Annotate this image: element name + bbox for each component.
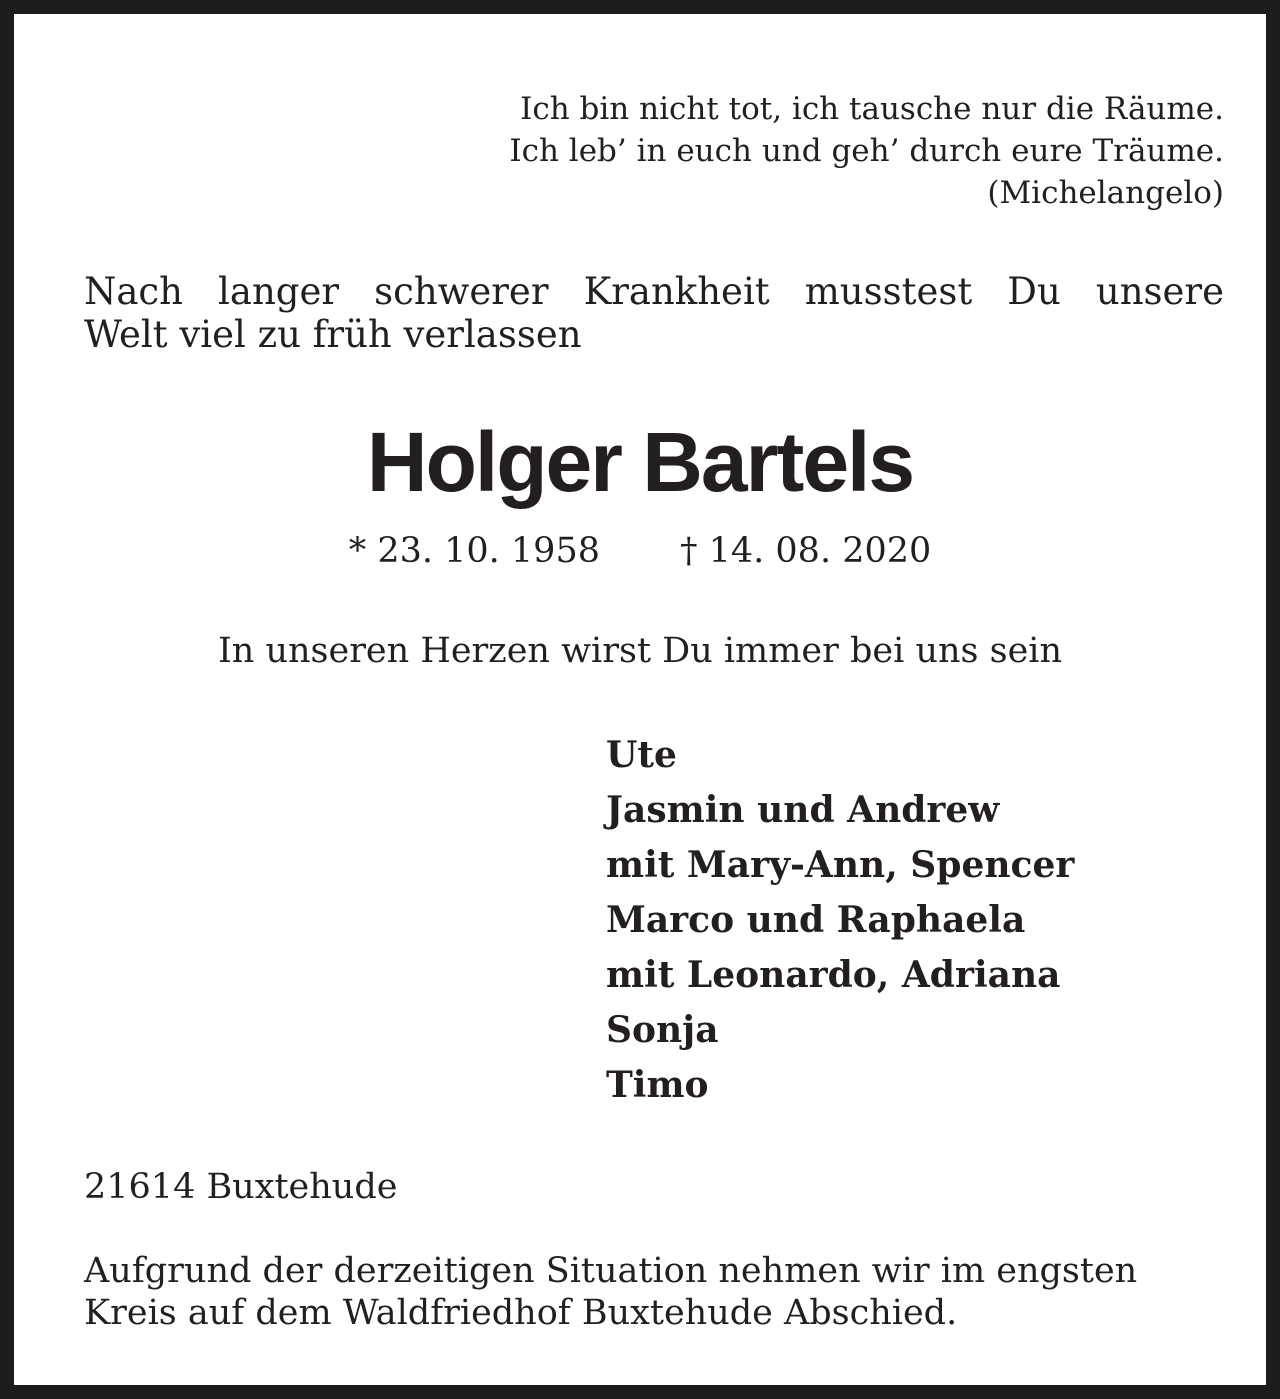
birth-date: * 23. 10. 1958: [348, 531, 600, 571]
place-line: 21614 Buxtehude: [84, 1167, 398, 1207]
intro-line: Nach langer schwerer Krankheit musstest Du unsere: [84, 270, 1224, 313]
family-member: Sonja: [606, 1009, 719, 1051]
funeral-note: [84, 1250, 1226, 1334]
note-line: Kreis auf dem Waldfriedhof Buxtehude Abschied.: [84, 1293, 958, 1333]
note-line: Aufgrund der derzeitigen Situation nehmen wir im engsten: [84, 1251, 1138, 1291]
quote-block: [314, 88, 1224, 214]
quote-author: (Michelangelo): [987, 175, 1224, 211]
quote-line: Ich leb’ in euch und geh’ durch eure Träume.: [509, 133, 1224, 169]
intro-text: [84, 270, 1224, 356]
intro-line: Welt viel zu früh verlassen: [84, 313, 582, 356]
family-member: Jasmin und Andrew: [606, 789, 1000, 831]
deceased-name: Holger Bartels: [366, 415, 914, 509]
family-member: Ute: [606, 734, 677, 776]
family-member: Timo: [606, 1064, 709, 1106]
family-member: mit Leonardo, Adriana: [606, 954, 1061, 996]
death-date: † 14. 08. 2020: [680, 531, 932, 571]
family-member: Marco und Raphaela: [606, 899, 1026, 941]
family-member: mit Mary-Ann, Spencer: [606, 844, 1075, 886]
family-list: [606, 728, 1074, 1113]
life-dates: [14, 528, 1266, 574]
remembrance-line: In unseren Herzen wirst Du immer bei uns sein: [217, 631, 1063, 671]
quote-line: Ich bin nicht tot, ich tausche nur die Räume.: [520, 91, 1224, 127]
